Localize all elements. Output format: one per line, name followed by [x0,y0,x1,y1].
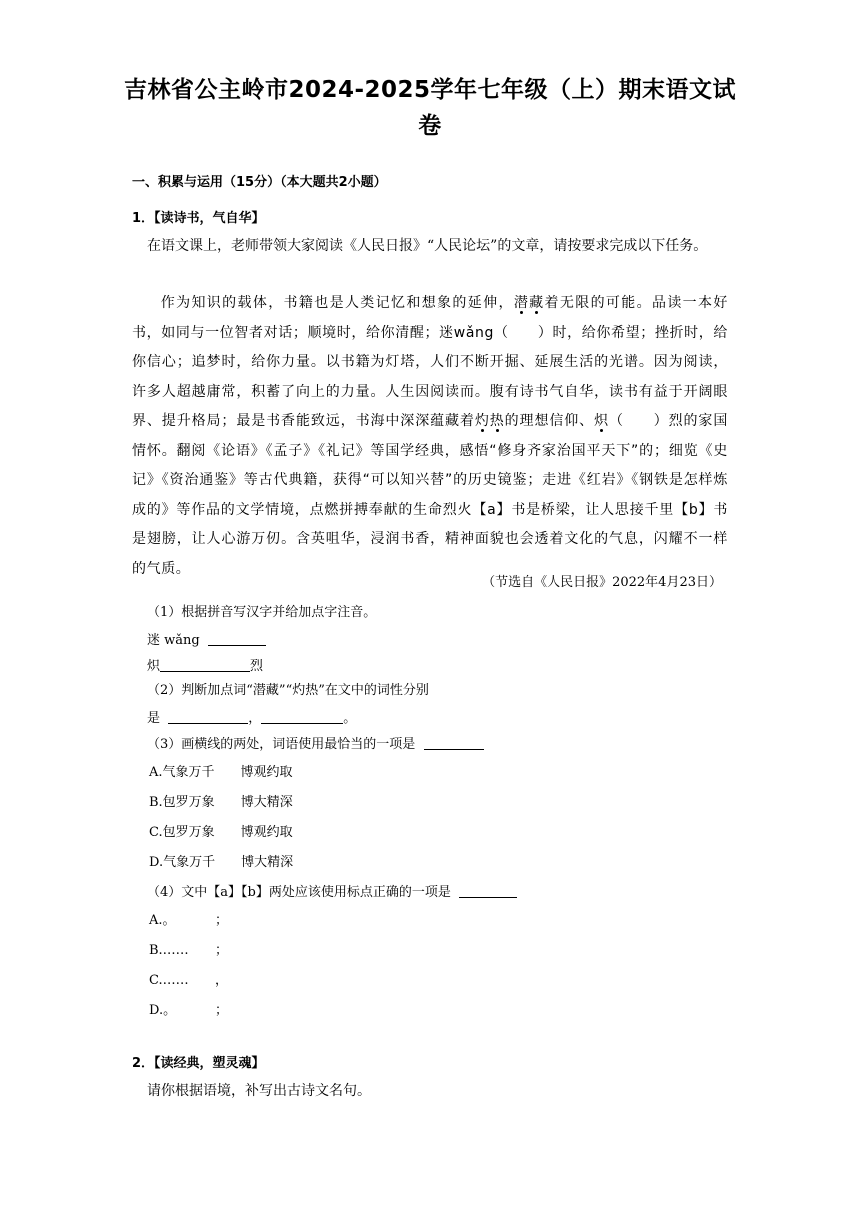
question-2-text: 请你根据语境，补写出古诗文名句。 [147,1083,371,1099]
subquestion-1: （1）根据拼音写汉字并给加点字注音。 [147,605,377,620]
subquestion-2-answer-line: 是 ， 。 [147,711,357,726]
option-4b[interactable]: B.…… ； [149,943,229,958]
option-4d[interactable]: D.。 ； [149,1003,229,1018]
answer-blank[interactable] [261,709,343,724]
subquestion-1-line-2: 炽 烈 [147,659,264,674]
option-4a[interactable]: A.。 ； [149,913,229,928]
answer-blank[interactable] [208,631,266,646]
answer-blank[interactable] [160,657,250,672]
passage-source: （节选自《人民日报》2022年4月23日） [482,575,722,590]
option-3d[interactable]: D.气象万千 博大精深 [149,855,294,870]
option-3b[interactable]: B.包罗万象 博大精深 [149,795,293,810]
question-1-heading: 1．【读诗书，气自华】 [132,211,265,226]
subquestion-3: （3）画横线的两处，词语使用最恰当的一项是 [147,734,484,756]
question-2-heading: 2．【读经典，塑灵魂】 [132,1056,265,1071]
option-3a[interactable]: A.气象万千 博观约取 [149,765,293,780]
dotted-char: 炽 [594,413,609,429]
title-line-2: 卷 [418,113,442,139]
subquestion-4: （4）文中【a】【b】两处应该使用标点正确的一项是 [147,882,517,904]
section-heading: 一、积累与运用（15分）（本大题共2小题） [132,175,387,190]
title-line-1: 吉林省公主岭市2024-2025学年七年级（上）期末语文试 [123,77,737,103]
option-4c[interactable]: C.…… ， [149,973,229,988]
question-1-intro: 在语文课上，老师带领大家阅读《人民日报》“人民论坛”的文章，请按要求完成以下任务。 [147,238,708,254]
dotted-char: 热 [489,413,505,429]
answer-blank[interactable] [459,883,517,898]
subquestion-2: （2）判断加点词“潜藏”“灼热”在文中的词性分别 [147,683,429,698]
answer-blank[interactable] [424,735,484,750]
document-title [100,72,760,144]
subquestion-1-line-1: 迷 wǎng [147,630,266,652]
dotted-char: 潜 [513,295,530,311]
dotted-char: 灼 [474,413,490,429]
answer-blank[interactable] [168,709,248,724]
option-3c[interactable]: C.包罗万象 博观约取 [149,825,293,840]
reading-passage: 作为知识的载体，书籍也是人类记忆和想象的延伸，潜藏着无限的可能。品读一本好书，如同与一位智者对话；顺境时，给你清醒；迷wǎng（ ）时，给你希望；挫折时，给你信心；追梦时，给你力量。以书籍为灯塔，人们不断开掘、延展生活的光谱。因为阅读，许多人超越庸常，积蓄了向上的力量。人生因阅读而。腹有诗书气自华，读书有益于开阔眼界、提升格局；最是书香能致远，书海中深深蕴藏着灼热的理想信仰、炽（ ）烈的家国情怀。翻阅《论语》《孟子》《礼记》等国学经典，感悟“修身齐家治国平天下”的；细览《史记》《资治通鉴》等古代典籍，获得“可以知兴替”的历史镜鉴；走进《红岩》《钢铁是怎样炼成的》等作品的文学情境，点燃拼搏奉献的生命烈火【a】书是桥梁，让人思接千里【b】书是翅膀，让人心游万仞。含英咀华，浸润书香，精神面貌也会透着文化的气息，闪耀不一样的气质。 [132,295,728,577]
dotted-char: 藏 [529,295,545,311]
